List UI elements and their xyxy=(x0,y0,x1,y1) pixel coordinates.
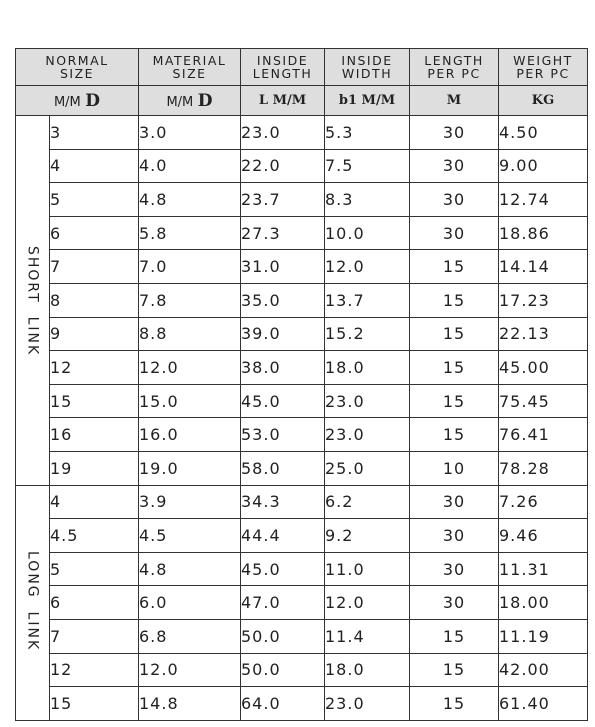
cell-inside-length: 50.0 xyxy=(241,653,325,687)
cell-material: 3.9 xyxy=(139,485,241,519)
cell-normal: 19 xyxy=(50,451,139,485)
cell-length: 30 xyxy=(410,586,499,620)
cell-material: 14.8 xyxy=(139,687,241,721)
table-row xyxy=(16,519,588,553)
chain-spec-table xyxy=(15,48,588,721)
cell-inside-width: 7.5 xyxy=(325,149,410,183)
cell-weight: 45.00 xyxy=(499,351,588,385)
cell-normal: 4 xyxy=(50,149,139,183)
cell-length: 15 xyxy=(410,619,499,653)
cell-inside-width: 11.4 xyxy=(325,619,410,653)
cell-inside-width: 12.0 xyxy=(325,250,410,284)
cell-inside-width: 18.0 xyxy=(325,351,410,385)
cell-weight: 61.40 xyxy=(499,687,588,721)
table-row xyxy=(16,149,588,183)
cell-normal: 3 xyxy=(50,116,139,150)
header-material-size-line1: MATERIAL xyxy=(152,53,227,68)
table-row xyxy=(16,485,588,519)
cell-inside-width: 18.0 xyxy=(325,653,410,687)
header-material-size xyxy=(139,49,241,86)
cell-inside-length: 44.4 xyxy=(241,519,325,553)
cell-inside-length: 45.0 xyxy=(241,552,325,586)
table-row xyxy=(16,384,588,418)
cell-material: 7.8 xyxy=(139,283,241,317)
cell-inside-length: 47.0 xyxy=(241,586,325,620)
cell-normal: 4.5 xyxy=(50,519,139,553)
cell-length: 15 xyxy=(410,250,499,284)
cell-normal: 6 xyxy=(50,216,139,250)
cell-length: 15 xyxy=(410,384,499,418)
cell-inside-width: 10.0 xyxy=(325,216,410,250)
cell-inside-width: 13.7 xyxy=(325,283,410,317)
unit-material-size xyxy=(139,86,241,116)
cell-length: 15 xyxy=(410,351,499,385)
cell-material: 12.0 xyxy=(139,653,241,687)
cell-inside-length: 50.0 xyxy=(241,619,325,653)
cell-inside-width: 23.0 xyxy=(325,687,410,721)
header-length-per-pc-line1: LENGTH xyxy=(424,53,484,68)
cell-normal: 12 xyxy=(50,653,139,687)
cell-inside-width: 9.2 xyxy=(325,519,410,553)
cell-normal: 7 xyxy=(50,619,139,653)
cell-inside-width: 25.0 xyxy=(325,451,410,485)
cell-length: 30 xyxy=(410,116,499,150)
unit-weight: KG xyxy=(499,86,588,116)
header-normal-size xyxy=(16,49,139,86)
cell-weight: 14.14 xyxy=(499,250,588,284)
cell-weight: 9.46 xyxy=(499,519,588,553)
short-link-label: SHORT LINK xyxy=(24,246,41,357)
cell-material: 19.0 xyxy=(139,451,241,485)
cell-inside-length: 38.0 xyxy=(241,351,325,385)
cell-inside-length: 22.0 xyxy=(241,149,325,183)
cell-normal: 12 xyxy=(50,351,139,385)
cell-material: 7.0 xyxy=(139,250,241,284)
table-row xyxy=(16,619,588,653)
cell-weight: 22.13 xyxy=(499,317,588,351)
header-inside-width xyxy=(325,49,410,86)
table-row xyxy=(16,418,588,452)
header-inside-length-line1: INSIDE xyxy=(256,53,309,68)
table-row xyxy=(16,116,588,150)
cell-inside-length: 45.0 xyxy=(241,384,325,418)
unit-material-mm: M/M xyxy=(166,94,194,110)
cell-length: 30 xyxy=(410,149,499,183)
cell-inside-width: 8.3 xyxy=(325,183,410,217)
cell-material: 6.0 xyxy=(139,586,241,620)
long-link-group xyxy=(16,485,50,720)
header-inside-width-line1: INSIDE xyxy=(341,53,393,68)
cell-normal: 9 xyxy=(50,317,139,351)
cell-weight: 7.26 xyxy=(499,485,588,519)
table-row xyxy=(16,451,588,485)
header-inside-length xyxy=(241,49,325,86)
cell-normal: 16 xyxy=(50,418,139,452)
cell-material: 4.8 xyxy=(139,552,241,586)
unit-length: M xyxy=(410,86,499,116)
short-link-group xyxy=(16,116,50,486)
header-normal-size-line1: NORMAL xyxy=(45,53,109,68)
cell-material: 12.0 xyxy=(139,351,241,385)
header-inside-length-line2: LENGTH xyxy=(252,66,313,81)
cell-material: 8.8 xyxy=(139,317,241,351)
cell-length: 15 xyxy=(410,687,499,721)
unit-material-d: D xyxy=(197,90,213,111)
table-row xyxy=(16,687,588,721)
unit-inside-length-l: L xyxy=(258,93,269,108)
table-row xyxy=(16,283,588,317)
cell-weight: 11.19 xyxy=(499,619,588,653)
cell-length: 30 xyxy=(410,485,499,519)
cell-weight: 18.00 xyxy=(499,586,588,620)
table-row xyxy=(16,216,588,250)
cell-inside-width: 23.0 xyxy=(325,418,410,452)
cell-length: 30 xyxy=(410,519,499,553)
header-inside-width-line2: WIDTH xyxy=(341,66,393,81)
cell-normal: 8 xyxy=(50,283,139,317)
cell-material: 4.0 xyxy=(139,149,241,183)
table-row xyxy=(16,317,588,351)
cell-length: 15 xyxy=(410,418,499,452)
cell-inside-width: 23.0 xyxy=(325,384,410,418)
cell-inside-width: 5.3 xyxy=(325,116,410,150)
header-normal-size-line2: SIZE xyxy=(59,66,95,81)
table-row xyxy=(16,552,588,586)
table-row xyxy=(16,250,588,284)
header-weight-per-pc-line2: PER PC xyxy=(516,66,570,81)
header-length-per-pc xyxy=(410,49,499,86)
cell-inside-length: 35.0 xyxy=(241,283,325,317)
cell-length: 15 xyxy=(410,653,499,687)
cell-inside-length: 34.3 xyxy=(241,485,325,519)
cell-length: 15 xyxy=(410,283,499,317)
unit-inside-length-mm: M/M xyxy=(272,93,307,108)
cell-weight: 78.28 xyxy=(499,451,588,485)
cell-inside-length: 27.3 xyxy=(241,216,325,250)
cell-length: 30 xyxy=(410,183,499,217)
cell-normal: 15 xyxy=(50,384,139,418)
cell-weight: 17.23 xyxy=(499,283,588,317)
unit-inside-length xyxy=(241,86,325,116)
unit-normal-mm: M/M xyxy=(53,94,81,110)
cell-material: 4.8 xyxy=(139,183,241,217)
header-material-size-line2: SIZE xyxy=(172,66,207,81)
cell-inside-length: 39.0 xyxy=(241,317,325,351)
cell-weight: 75.45 xyxy=(499,384,588,418)
cell-weight: 76.41 xyxy=(499,418,588,452)
table-row xyxy=(16,183,588,217)
header-weight-per-pc-line1: WEIGHT xyxy=(513,53,573,68)
unit-normal-d: D xyxy=(85,90,101,111)
cell-inside-width: 15.2 xyxy=(325,317,410,351)
cell-weight: 4.50 xyxy=(499,116,588,150)
cell-inside-width: 12.0 xyxy=(325,586,410,620)
cell-weight: 12.74 xyxy=(499,183,588,217)
cell-normal: 15 xyxy=(50,687,139,721)
cell-inside-length: 23.0 xyxy=(241,116,325,150)
cell-inside-width: 6.2 xyxy=(325,485,410,519)
header-row-titles xyxy=(16,49,588,86)
cell-inside-length: 64.0 xyxy=(241,687,325,721)
header-weight-per-pc xyxy=(499,49,588,86)
cell-normal: 6 xyxy=(50,586,139,620)
cell-normal: 4 xyxy=(50,485,139,519)
cell-inside-width: 11.0 xyxy=(325,552,410,586)
cell-normal: 5 xyxy=(50,183,139,217)
cell-inside-length: 58.0 xyxy=(241,451,325,485)
cell-material: 16.0 xyxy=(139,418,241,452)
cell-normal: 5 xyxy=(50,552,139,586)
cell-inside-length: 23.7 xyxy=(241,183,325,217)
cell-material: 15.0 xyxy=(139,384,241,418)
cell-length: 15 xyxy=(410,317,499,351)
cell-weight: 42.00 xyxy=(499,653,588,687)
table-row xyxy=(16,586,588,620)
cell-material: 3.0 xyxy=(139,116,241,150)
unit-inside-width: b1 M/M xyxy=(325,86,410,116)
cell-length: 10 xyxy=(410,451,499,485)
table-row xyxy=(16,351,588,385)
unit-normal-size xyxy=(16,86,139,116)
cell-material: 5.8 xyxy=(139,216,241,250)
header-length-per-pc-line2: PER PC xyxy=(427,66,481,81)
header-row-units xyxy=(16,86,588,116)
cell-inside-length: 53.0 xyxy=(241,418,325,452)
cell-weight: 18.86 xyxy=(499,216,588,250)
long-link-label: LONG LINK xyxy=(24,550,41,651)
table-row xyxy=(16,653,588,687)
cell-length: 30 xyxy=(410,216,499,250)
cell-weight: 11.31 xyxy=(499,552,588,586)
cell-inside-length: 31.0 xyxy=(241,250,325,284)
cell-weight: 9.00 xyxy=(499,149,588,183)
cell-length: 30 xyxy=(410,552,499,586)
cell-normal: 7 xyxy=(50,250,139,284)
cell-material: 6.8 xyxy=(139,619,241,653)
cell-material: 4.5 xyxy=(139,519,241,553)
